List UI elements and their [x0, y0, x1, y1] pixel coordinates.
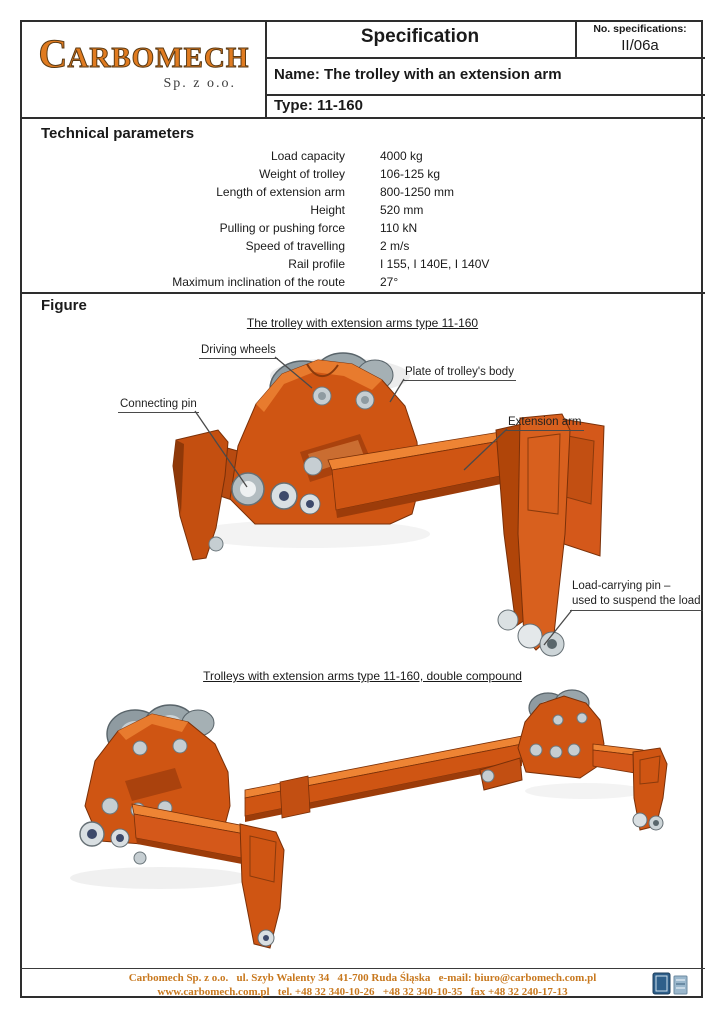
footer-contact-line: www.carbomech.com.pl tel. +48 32 340-10-26 +48 32 340-10-35 fax +48 32 240-17-13 [157, 986, 568, 998]
long-beam-shape [245, 736, 522, 822]
param-label: Load capacity [270, 149, 345, 163]
param-value: 4000 kg [380, 149, 423, 163]
spec-number-cell [577, 23, 703, 54]
param-label: Pulling or pushing force [219, 221, 345, 235]
figure1-trolley-drawing [60, 334, 700, 670]
figure1-caption: The trolley with extension arms type 11-160 [246, 316, 479, 330]
header-row2-divider [265, 94, 705, 96]
callout-connecting-pin: Connecting pin [118, 397, 199, 413]
certification-badges [652, 971, 696, 997]
document-title: Specification [360, 26, 480, 47]
table-row [20, 237, 580, 255]
logo-subtitle: Sp. z o.o. [163, 76, 236, 91]
product-type: Type: 11-160 [274, 97, 363, 114]
param-label: Rail profile [288, 257, 345, 271]
header-row1-divider [265, 57, 705, 59]
param-value: 110 kN [380, 221, 418, 235]
table-row [20, 255, 580, 273]
figure2-double-trolley-drawing [40, 686, 704, 966]
table-row [20, 273, 580, 291]
callout-load-pin-line2: used to suspend the load [572, 595, 701, 607]
figure-section-heading: Figure [41, 297, 87, 314]
param-label: Weight of trolley [259, 167, 345, 181]
table-row [20, 219, 580, 237]
param-value: 2 m/s [380, 239, 410, 253]
callout-extension-arm: Extension arm [506, 415, 584, 431]
table-row [20, 165, 580, 183]
param-label: Length of extension arm [216, 185, 345, 199]
spec-number-label: No. specifications: [593, 23, 687, 35]
spec-number-value: II/06a [621, 37, 659, 54]
logo-wordmark: CARBOMECH [38, 31, 250, 76]
param-value: 27° [380, 275, 399, 289]
technical-parameters-heading: Technical parameters [41, 125, 195, 142]
technical-parameters-table [20, 147, 580, 291]
product-name: Name: The trolley with an extension arm [274, 66, 562, 83]
left-arm-shape [173, 430, 228, 560]
footer-top-divider [20, 968, 705, 969]
header-bottom-divider [20, 117, 705, 119]
param-value: I 155, I 140E, I 140V [380, 257, 490, 271]
table-row [20, 183, 580, 201]
footer-address-line: Carbomech Sp. z o.o. ul. Szyb Walenty 34 41-700 Ruda Śląska e-mail: biuro@carbomech.com.pl [128, 972, 597, 984]
right-hanger-shape [496, 414, 604, 656]
callout-plate-body: Plate of trolley's body [403, 365, 516, 381]
param-label: Speed of travelling [245, 239, 345, 253]
callout-driving-wheels: Driving wheels [199, 343, 278, 359]
callout-load-pin-line1: Load-carrying pin – [572, 580, 671, 592]
param-value: 106-125 kg [380, 167, 441, 181]
table-row [20, 147, 580, 165]
left-trolley-shape [80, 705, 284, 948]
figure-section-divider [20, 292, 705, 294]
company-logo [26, 31, 262, 114]
param-label: Maximum inclination of the route [172, 275, 345, 289]
param-label: Height [310, 203, 345, 217]
param-value: 800-1250 mm [380, 185, 455, 199]
callout-load-pin [570, 579, 703, 611]
param-value: 520 mm [380, 203, 424, 217]
table-row [20, 201, 580, 219]
figure2-caption: Trolleys with extension arms type 11-160, double compound [203, 669, 522, 683]
